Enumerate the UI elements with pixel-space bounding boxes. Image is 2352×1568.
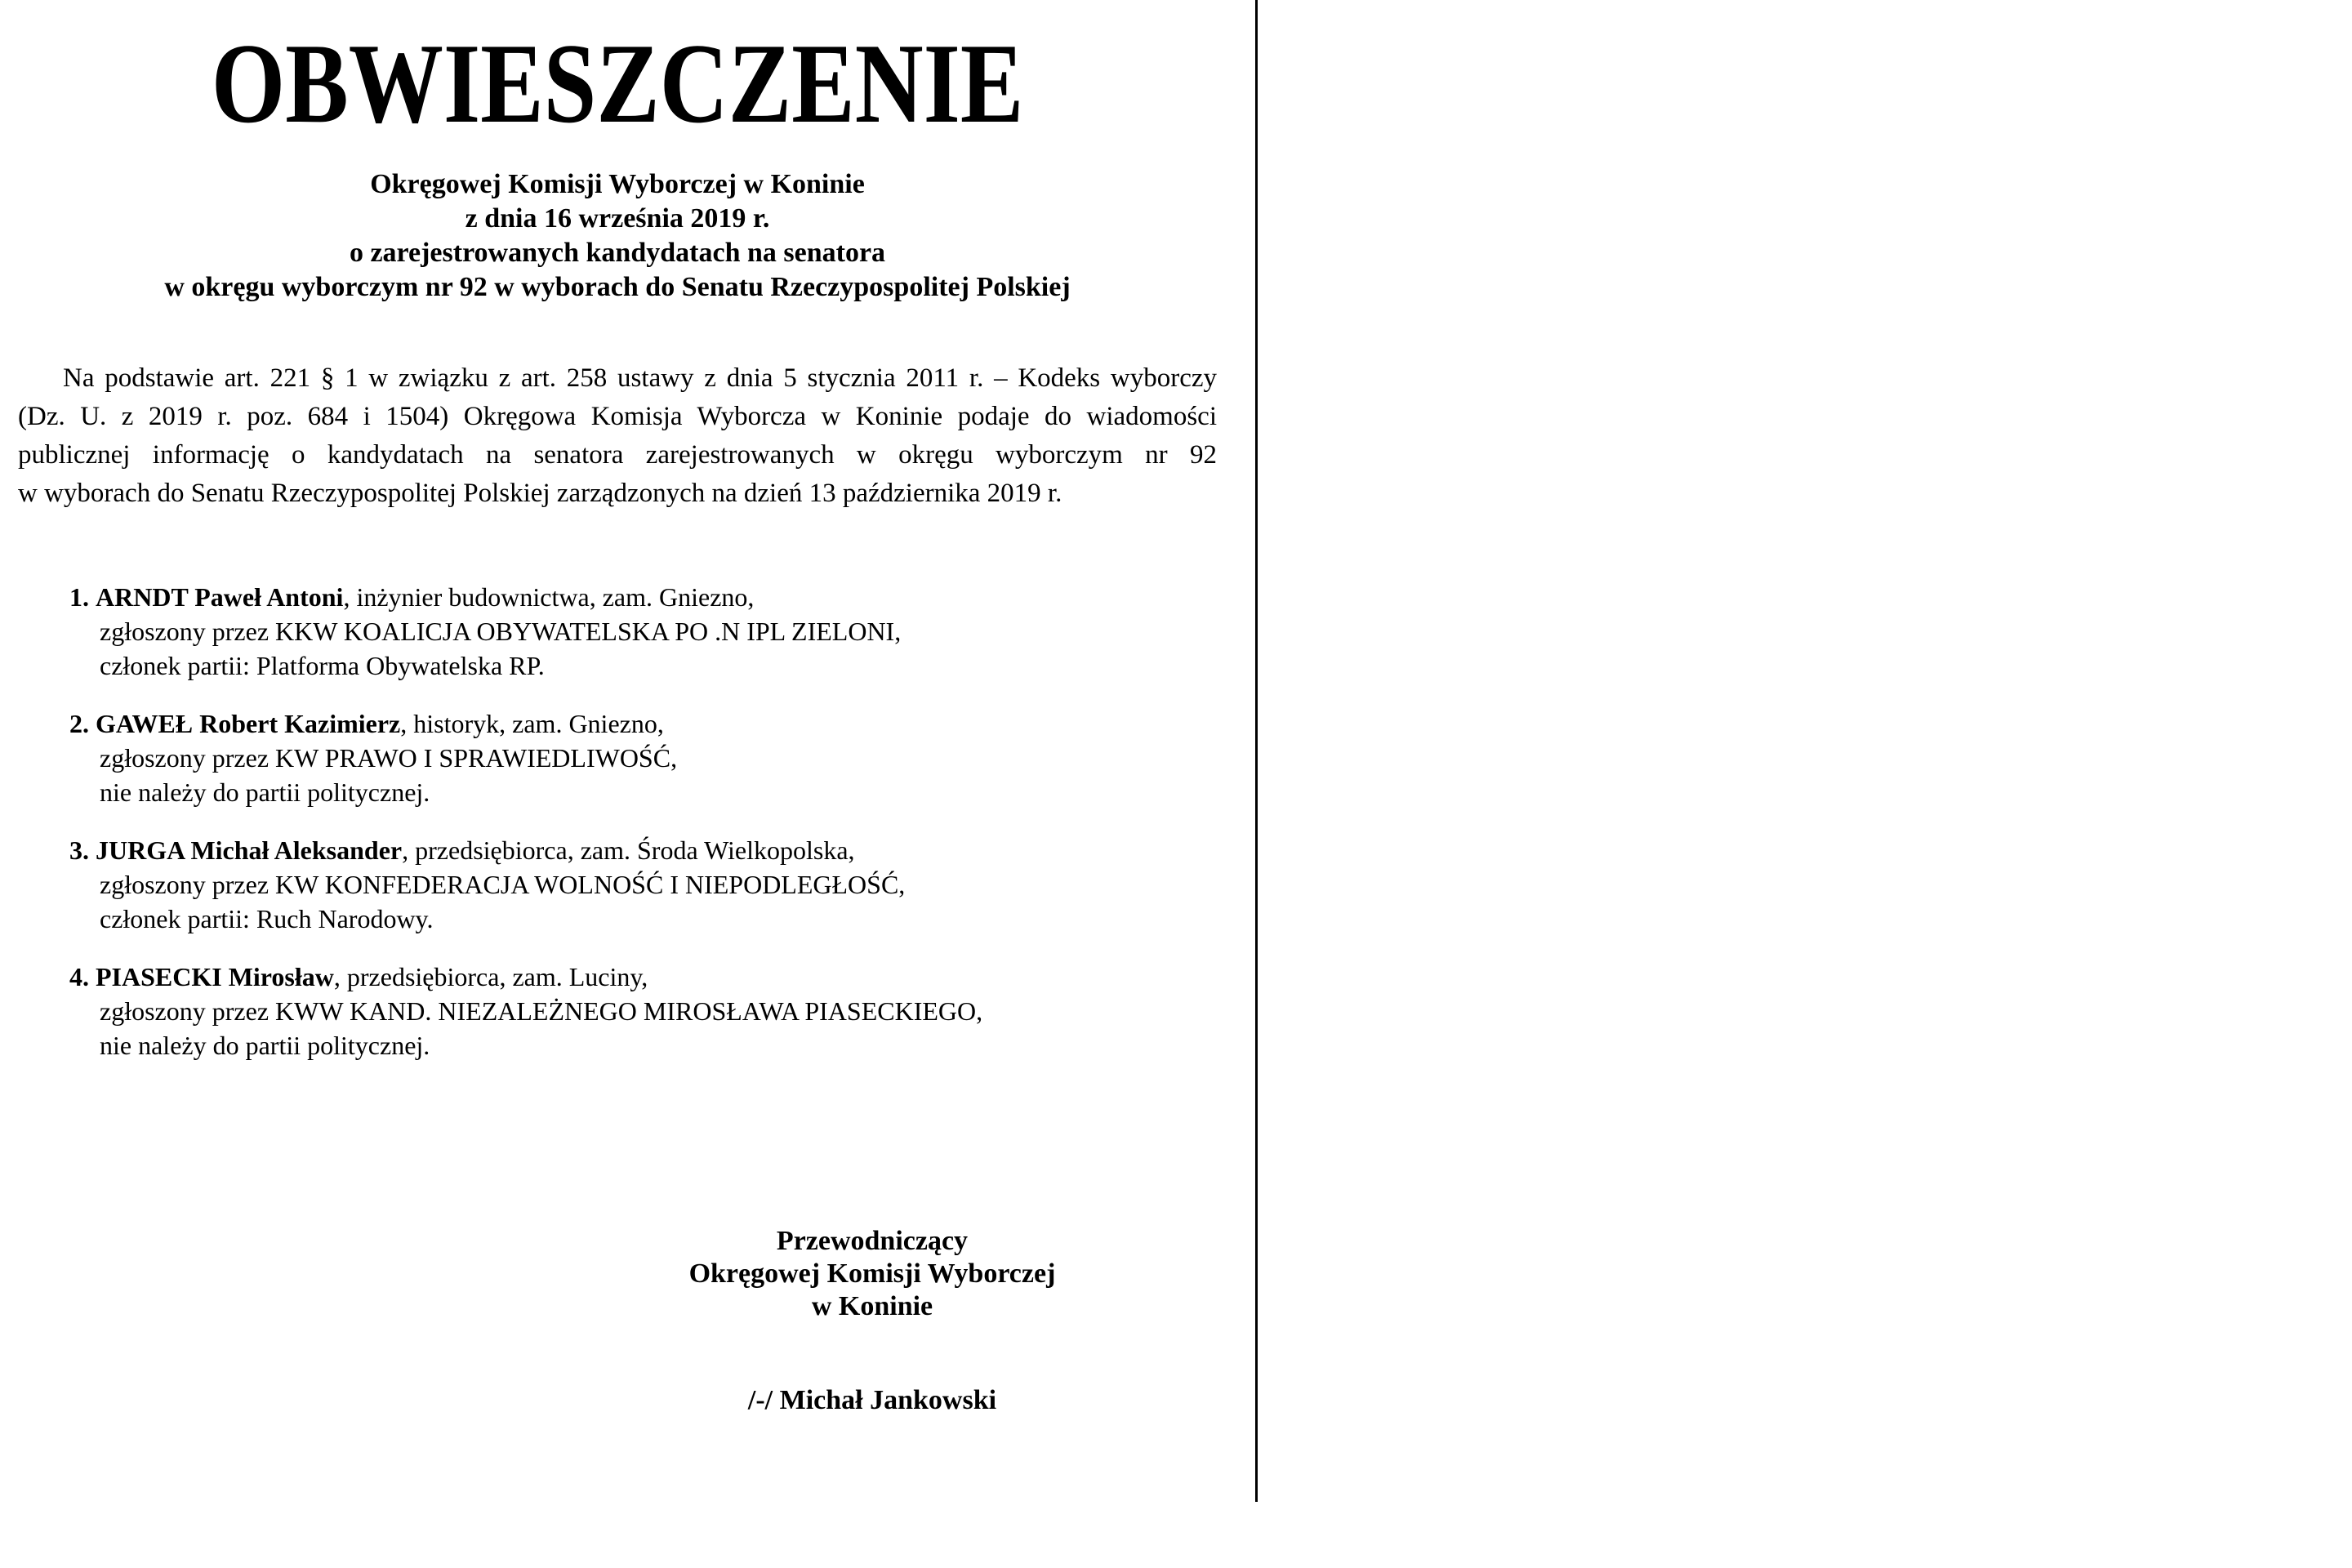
document-subtitle	[0, 167, 1235, 305]
candidate-entry	[69, 580, 1229, 683]
subtitle-line-issuer: Okręgowej Komisji Wyborczej w Koninie	[370, 169, 865, 199]
subtitle-line-district: w okręgu wyborczym nr 92 w wyborach do Senatu Rzeczypospolitej Polskiej	[164, 272, 1071, 302]
candidate-headline	[69, 833, 1229, 867]
candidate-description: , historyk, zam. Gniezno,	[400, 709, 664, 738]
candidate-nominated-by: zgłoszony przez KW KONFEDERACJA WOLNOŚĆ I NIEPODLEGŁOŚĆ,	[100, 870, 906, 899]
intro-line: Na podstawie art. 221 § 1 w związku z art. 258 ustawy z dnia 5 stycznia 2011 r. – Kodeks wyborczy	[63, 363, 1217, 393]
subtitle-line-subject: o zarejestrowanych kandydatach na senatora	[349, 238, 886, 268]
candidate-name: GAWEŁ Robert Kazimierz	[96, 709, 401, 738]
page-edge-divider-line	[1255, 0, 1258, 1502]
candidate-entry	[69, 706, 1229, 809]
candidate-party-status: członek partii: Platforma Obywatelska RP.	[100, 651, 545, 680]
signature-role-block	[546, 1225, 1199, 1323]
signature-role-line: Okręgowej Komisji Wyborczej	[688, 1258, 1056, 1289]
intro-line: (Dz. U. z 2019 r. poz. 684 i 1504) Okręgowa Komisja Wyborcza w Koninie podaje do wiadomości	[18, 402, 1217, 431]
candidate-party-status: nie należy do partii politycznej.	[100, 777, 430, 807]
candidate-name: JURGA Michał Aleksander	[96, 835, 403, 865]
candidate-name: PIASECKI Mirosław	[96, 962, 334, 991]
candidate-description: , przedsiębiorca, zam. Środa Wielkopolska,	[402, 835, 855, 865]
candidate-nominated-by: zgłoszony przez KKW KOALICJA OBYWATELSKA PO .N IPL ZIELONI,	[100, 617, 902, 646]
candidate-number: 2.	[69, 709, 89, 738]
signature-name: /-/ Michał Jankowski	[747, 1385, 997, 1415]
candidate-headline	[69, 960, 1229, 994]
candidate-nominated-by: zgłoszony przez KW PRAWO I SPRAWIEDLIWOŚĆ,	[100, 743, 678, 773]
signature-role-line: w Koninie	[811, 1291, 933, 1321]
intro-paragraph	[18, 359, 1217, 513]
candidate-number: 3.	[69, 835, 89, 865]
candidate-nominated-by: zgłoszony przez KWW KAND. NIEZALEŻNEGO MIROSŁAWA PIASECKIEGO,	[100, 996, 983, 1026]
candidate-number: 1.	[69, 582, 89, 612]
candidate-party-status: członek partii: Ruch Narodowy.	[100, 904, 434, 933]
candidate-description: , inżynier budownictwa, zam. Gniezno,	[343, 582, 755, 612]
candidate-name: ARNDT Paweł Antoni	[96, 582, 344, 612]
candidate-headline	[69, 580, 1229, 614]
candidate-headline	[69, 706, 1229, 741]
subtitle-line-date: z dnia 16 września 2019 r.	[465, 203, 770, 234]
document-title-row	[0, 20, 1235, 147]
candidate-party-status: nie należy do partii politycznej.	[100, 1031, 430, 1060]
candidate-number: 4.	[69, 962, 89, 991]
candidate-description: , przedsiębiorca, zam. Luciny,	[333, 962, 648, 991]
candidate-entry	[69, 960, 1229, 1062]
intro-line: w wyborach do Senatu Rzeczypospolitej Polskiej zarządzonych na dzień 13 października 2019 r.	[18, 479, 1062, 508]
intro-line: publicznej informację o kandydatach na senatora zarejestrowanych w okręgu wyborczym nr 92	[18, 440, 1217, 470]
document-title: OBWIESZCZENIE	[211, 20, 1024, 147]
candidate-entry	[69, 833, 1229, 936]
signature-role-line: Przewodniczący	[776, 1226, 969, 1256]
